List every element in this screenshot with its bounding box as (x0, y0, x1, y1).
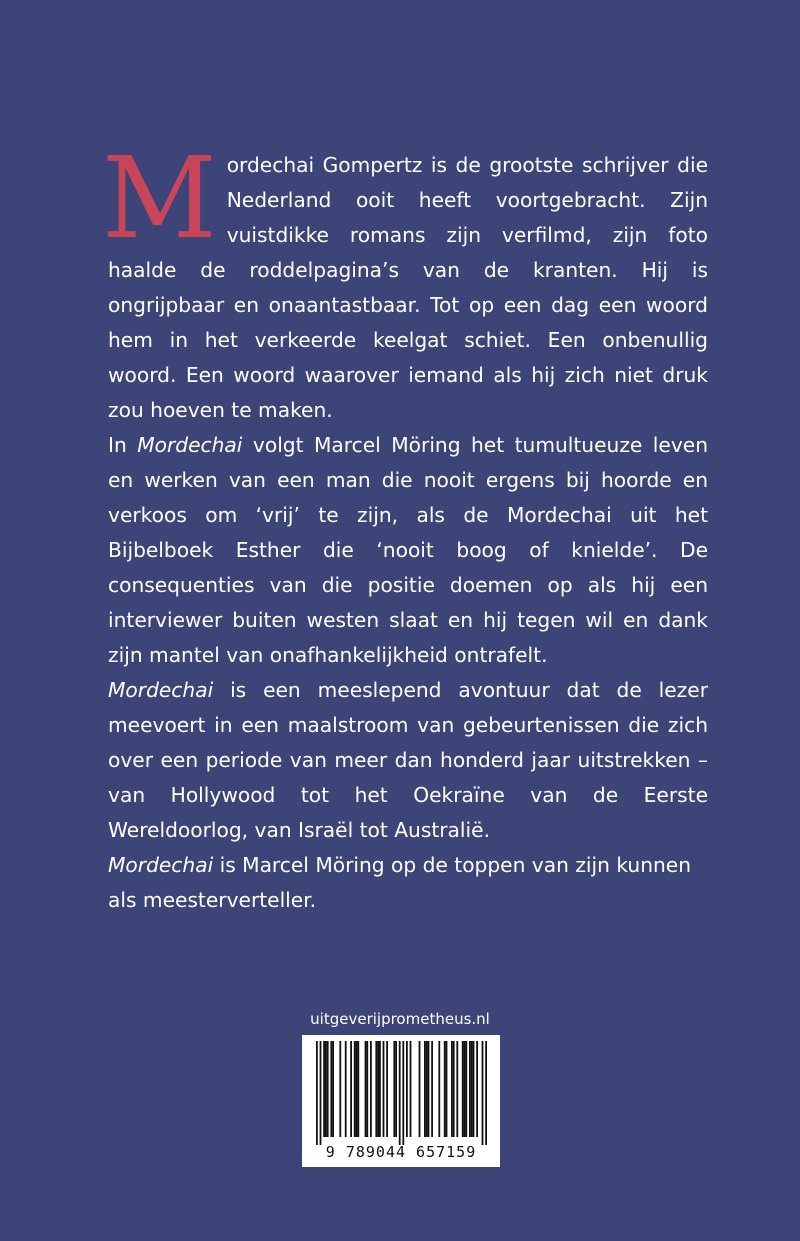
blurb-text-3: is een meeslepend avontuur dat de lezer meevoert in een maalstroom van gebeurtenissen die zich over een periode van meer dan honderd jaar uitstrekken – van Hollywood tot het Oekraïne van de Eerste Wereldoorlog, van Israël tot Australië. (108, 678, 708, 842)
barcode-bar (377, 1041, 379, 1137)
blurb-text-1: ordechai Gompertz is de grootste schrijver die Nederland ooit heeft voortgebracht. Zijn vuistdikke romans zijn verfilmd, zijn foto haalde de roddelpagina’s van de kranten. Hij is ongrijpbaar en onaantastbaar. Tot op een dag een woord hem in het verkeerde keelgat schiet. Een onbenullig woord. Een woord waarover iemand als hij zich niet druk zou hoeven te maken. (108, 153, 708, 422)
barcode-bar (354, 1041, 356, 1137)
barcode-bar (402, 1041, 404, 1145)
barcode-bar (406, 1041, 408, 1137)
book-title-italic: Mordechai (108, 678, 214, 702)
barcode-bar (393, 1041, 395, 1137)
barcode-bar (464, 1041, 466, 1137)
barcode-bar (446, 1041, 448, 1137)
barcode-bar (365, 1041, 367, 1137)
barcode-bar (345, 1041, 347, 1137)
barcode-bar (323, 1041, 325, 1137)
barcode-bar (383, 1041, 385, 1137)
barcode-bar (444, 1041, 446, 1137)
barcode-bar (395, 1041, 397, 1137)
back-cover-blurb (102, 134, 708, 918)
barcode-bar (379, 1041, 381, 1137)
barcode-bar (327, 1041, 329, 1137)
barcode-bar (424, 1041, 426, 1137)
barcode-bar (316, 1041, 318, 1145)
barcode-bar (330, 1041, 332, 1137)
barcode-bar (469, 1041, 471, 1137)
barcode-bar (356, 1041, 358, 1137)
barcode-bar (485, 1041, 487, 1145)
barcode-bar (419, 1041, 421, 1137)
barcode-bar (332, 1041, 334, 1137)
barcode-number: 9 789044 657159 (325, 1143, 477, 1161)
barcode-bar (339, 1041, 341, 1137)
blurb-paragraph-2 (108, 428, 708, 673)
barcode-bar (456, 1041, 458, 1137)
book-title-italic: Mordechai (108, 853, 214, 877)
blurb-text-2b: volgt Marcel Möring het tumultueuze leven en werken van een man die nooit ergens bij hoorde en verkoos om ‘vrij’ te zijn, als de Mordechai uit het Bijbelboek Esther die ‘nooit boog of knielde’. De consequenties van die positie doemen op als hij een interviewer buiten westen slaat en hij tegen wil en dank zijn mantel van onafhankelijkheid ontrafelt. (108, 433, 708, 667)
book-title-italic: Mordechai (137, 433, 243, 457)
blurb-paragraph-4 (108, 848, 708, 918)
barcode-bar (350, 1041, 352, 1137)
barcode-bar (473, 1041, 475, 1137)
barcode-bar (399, 1041, 401, 1145)
barcode-bar (428, 1041, 430, 1137)
barcode-bar (462, 1041, 464, 1137)
barcode-bar (465, 1041, 467, 1137)
barcode-bar (357, 1041, 359, 1137)
barcode-bar (431, 1041, 433, 1137)
blurb-paragraph-3 (108, 673, 708, 848)
barcode-bar (370, 1041, 372, 1137)
blurb-text-2a: In (108, 433, 138, 457)
barcode-bar (438, 1041, 440, 1137)
blurb-text-4: is Marcel Möring op de toppen van zijn kunnen als meesterverteller. (108, 853, 692, 912)
barcode-bar (482, 1041, 484, 1145)
barcode-bar (325, 1041, 327, 1137)
publisher-url[interactable]: uitgeverijprometheus.nl (310, 1010, 490, 1028)
barcode-bar (476, 1041, 478, 1137)
barcode-bar (375, 1041, 377, 1137)
barcode-bar (471, 1041, 473, 1137)
blurb-paragraph-1 (102, 134, 708, 428)
drop-cap: M (102, 134, 217, 264)
barcode-bar (453, 1041, 455, 1137)
barcode-bar (366, 1041, 368, 1137)
barcode-bar (410, 1041, 412, 1137)
barcode-bar (320, 1041, 322, 1145)
barcode-bar (426, 1041, 428, 1137)
isbn-barcode (302, 1035, 500, 1167)
barcode-bar (451, 1041, 453, 1137)
barcode-bar (386, 1041, 388, 1137)
